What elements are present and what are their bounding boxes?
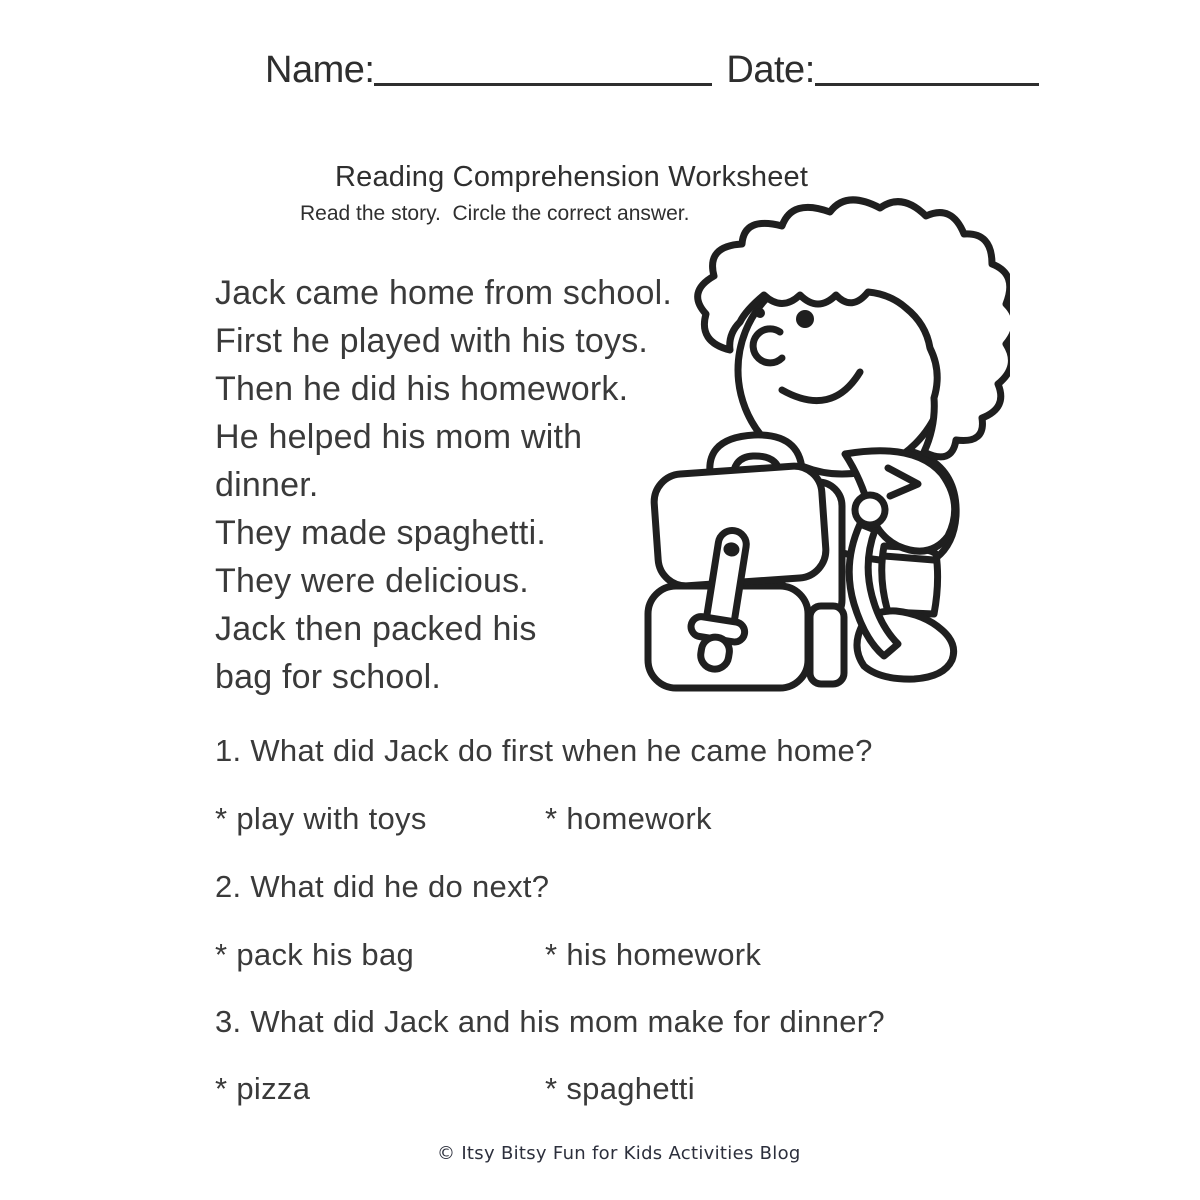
story-line: First he played with his toys. [215,322,649,360]
option-label: his homework [566,937,762,972]
question-3-option-a[interactable] [215,1071,310,1107]
option-label: spaghetti [566,1071,695,1106]
question-1-option-a[interactable] [215,801,427,837]
asterisk-bullet: * [215,937,228,972]
story-line: Jack came home from school. [215,274,673,312]
story-line: dinner. [215,466,319,504]
option-label: pack his bag [236,937,415,972]
question-3-option-b[interactable] [545,1071,695,1107]
boy-right-eye [796,310,814,328]
worksheet-instructions: Read the story. Circle the correct answer. [300,202,690,225]
date-field-label: Date: [726,49,815,91]
story-line: Then he did his homework. [215,370,629,408]
backpack-front-pocket [810,606,844,684]
asterisk-bullet: * [215,801,228,836]
question-1: 1. What did Jack do first when he came home? [215,733,873,768]
boy-backpack-illustration [630,192,1010,732]
asterisk-bullet: * [545,1071,558,1106]
story-line: They made spaghetti. [215,514,546,552]
boy-left-eye [755,308,765,318]
date-blank-line[interactable] [815,73,1039,86]
question-2-option-a[interactable] [215,937,414,973]
name-date-header [265,50,1039,92]
asterisk-bullet: * [545,937,558,972]
story-text [215,269,672,701]
story-line: Jack then packed his [215,610,537,648]
question-1-option-b[interactable] [545,801,712,837]
asterisk-bullet: * [215,1071,228,1106]
asterisk-bullet: * [545,801,558,836]
boy-fist [855,495,885,525]
story-line: He helped his mom with [215,418,583,456]
option-label: pizza [236,1071,311,1106]
option-label: homework [566,801,712,836]
name-blank-line[interactable] [374,73,712,86]
option-label: play with toys [236,801,427,836]
question-2-option-b[interactable] [545,937,761,973]
worksheet-title: Reading Comprehension Worksheet [335,161,809,193]
footer-credit: © Itsy Bitsy Fun for Kids Activities Blog [437,1143,801,1164]
question-2: 2. What did he do next? [215,869,550,904]
question-3: 3. What did Jack and his mom make for dinner? [215,1004,885,1039]
name-field-label: Name: [265,49,375,91]
story-line: They were delicious. [215,562,529,600]
story-line: bag for school. [215,658,442,696]
